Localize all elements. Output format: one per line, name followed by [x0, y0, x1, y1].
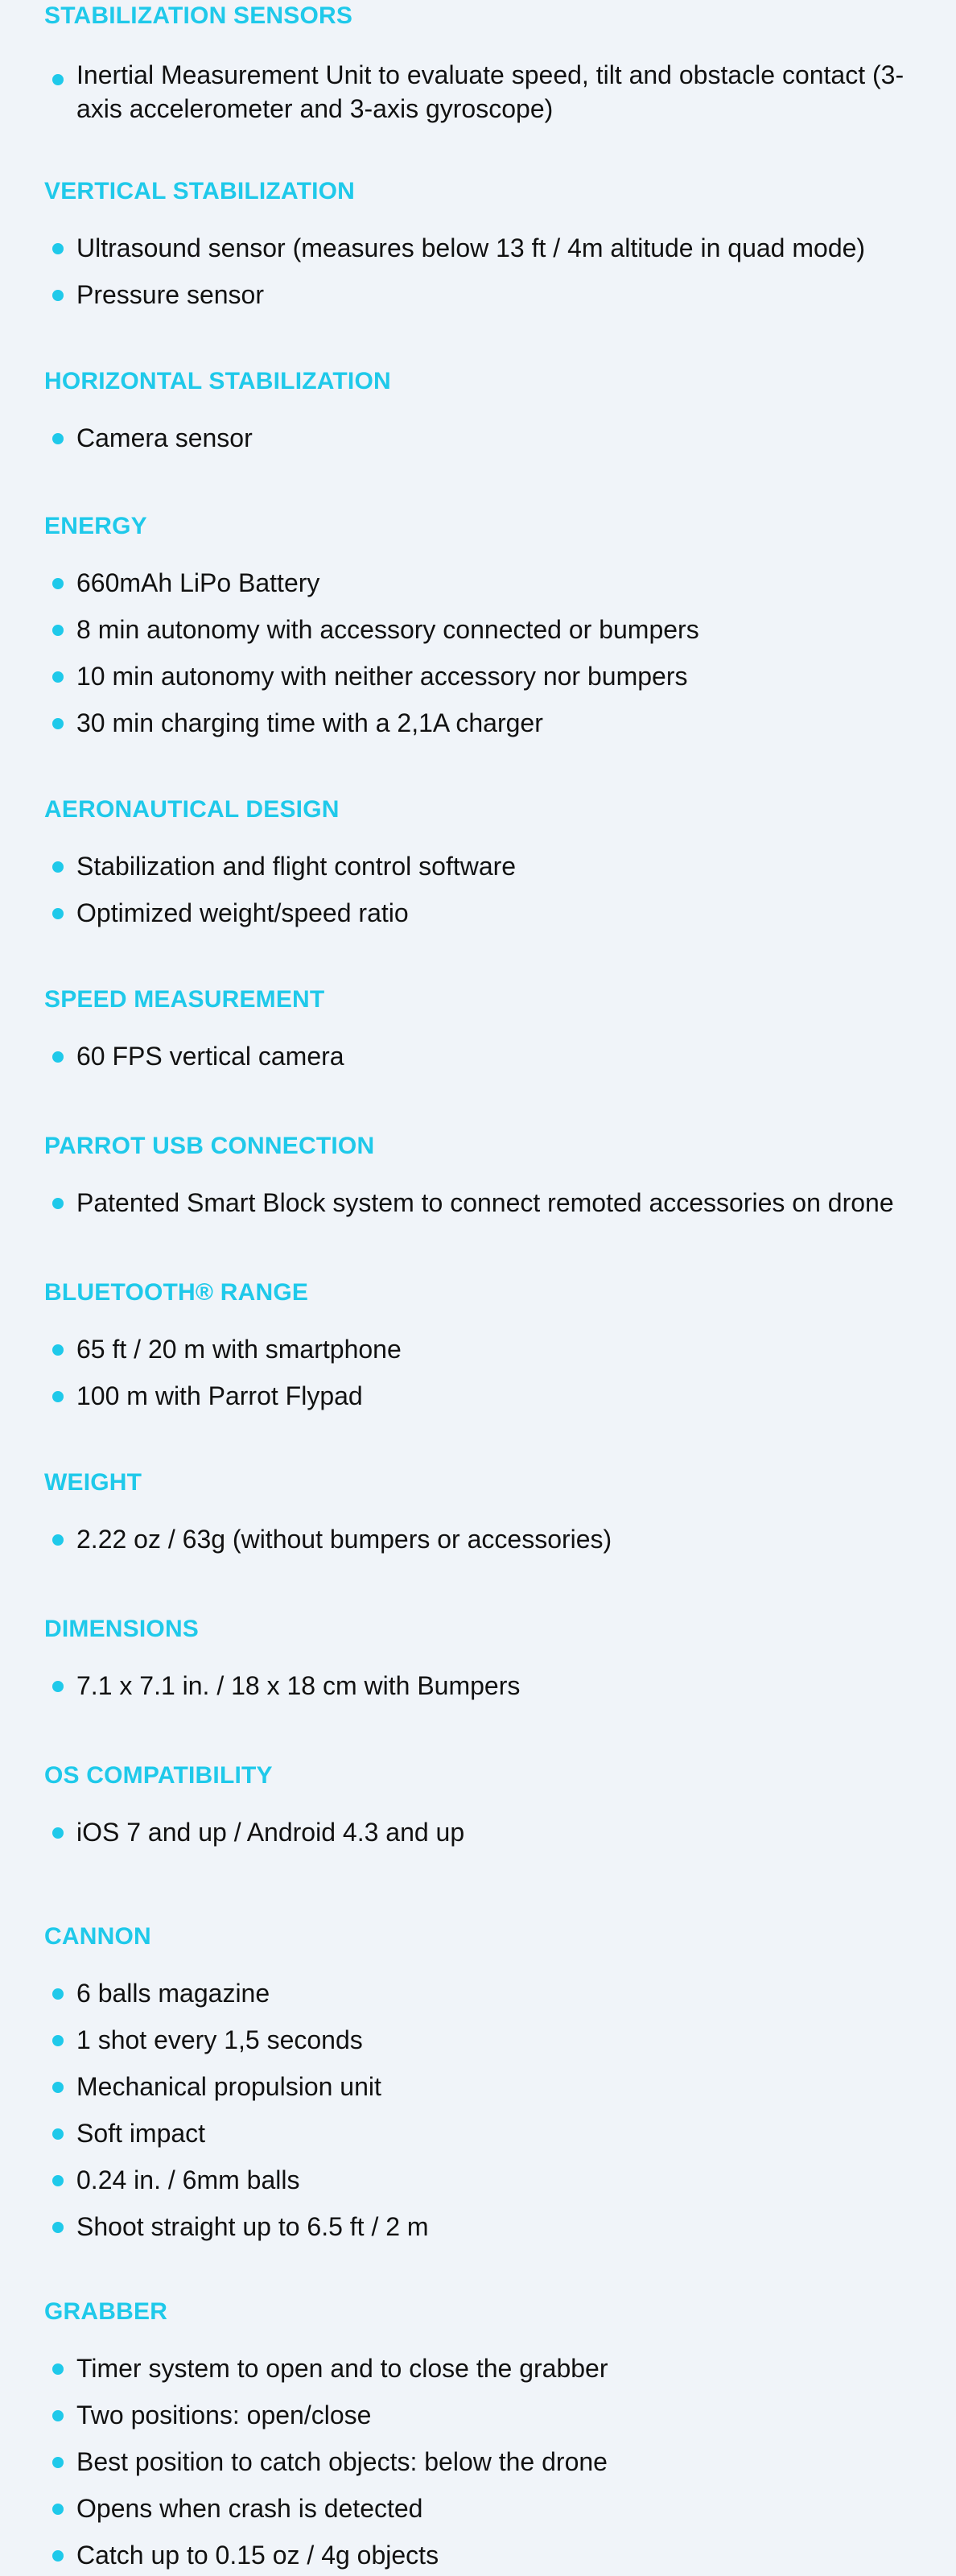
bullet-dot	[52, 2550, 64, 2562]
bullet-dot	[52, 1051, 64, 1063]
list-item-text: iOS 7 and up / Android 4.3 and up	[76, 1818, 465, 1847]
bullet-dot	[52, 1391, 64, 1402]
list-item	[44, 227, 937, 265]
list-item	[44, 562, 937, 600]
section-title: STABILIZATION SENSORS	[44, 2, 353, 29]
list-item	[44, 1182, 937, 1220]
bullet-dot	[52, 1534, 64, 1546]
bullet-dot	[52, 2222, 64, 2233]
bullet-dot	[52, 2363, 64, 2375]
list-item-text: 660mAh LiPo Battery	[76, 568, 320, 597]
bullet-dot	[52, 908, 64, 919]
list-item-text: 7.1 x 7.1 in. / 18 x 18 cm with Bumpers	[76, 1671, 521, 1700]
list-item	[44, 2394, 937, 2432]
list-item-text: 6 balls magazine	[76, 1979, 270, 2008]
list-item-text: Camera sensor	[76, 423, 253, 452]
list-item-text: Mechanical propulsion unit	[76, 2072, 381, 2101]
list-item-text: Shoot straight up to 6.5 ft / 2 m	[76, 2212, 429, 2241]
list-item-text: Two positions: open/close	[76, 2401, 372, 2429]
list-item	[44, 1811, 937, 1849]
list-item-text: Opens when crash is detected	[76, 2494, 423, 2523]
list-item	[44, 609, 937, 646]
bullet-dot	[52, 578, 64, 589]
list-item	[44, 2112, 937, 2150]
list-item	[44, 1665, 937, 1703]
bullet-dot	[52, 1344, 64, 1356]
bullet-dot	[52, 2457, 64, 2468]
list-item	[44, 655, 937, 693]
list-item-text: 30 min charging time with a 2,1A charger	[76, 708, 543, 737]
section-title: PARROT USB CONNECTION	[44, 1133, 375, 1159]
list-item	[44, 1518, 937, 1556]
list-item	[44, 274, 937, 312]
list-item-text: Pressure sensor	[76, 280, 264, 309]
bullet-dot	[52, 2504, 64, 2515]
bullet-dot	[52, 2128, 64, 2140]
list-item-text: Patented Smart Block system to connect remoted accessories on drone	[76, 1188, 894, 1217]
section-title: DIMENSIONS	[44, 1616, 200, 1642]
section-title: HORIZONTAL STABILIZATION	[44, 368, 391, 394]
list-item	[44, 2487, 937, 2525]
bullet-dot	[52, 861, 64, 873]
bullet-dot	[52, 2082, 64, 2093]
list-item-text: 8 min autonomy with accessory connected or bumpers	[76, 615, 699, 644]
list-item-text: Timer system to open and to close the grabber	[76, 2354, 608, 2383]
list-item	[44, 2019, 937, 2057]
bullet-dot	[52, 74, 64, 85]
bullet-dot	[52, 2175, 64, 2186]
list-item	[44, 845, 937, 883]
list-item-text: 100 m with Parrot Flypad	[76, 1381, 363, 1410]
list-item-text: Optimized weight/speed ratio	[76, 898, 409, 927]
list-item	[44, 892, 937, 930]
bullet-dot	[52, 625, 64, 636]
section-title: WEIGHT	[44, 1469, 142, 1496]
bullet-dot	[52, 1988, 64, 2000]
bullet-dot	[52, 2410, 64, 2421]
bullet-dot	[52, 718, 64, 729]
section-title: VERTICAL STABILIZATION	[44, 178, 356, 204]
list-item	[44, 58, 937, 126]
list-item-text: Inertial Measurement Unit to evaluate speed, tilt and obstacle contact (3-axis accelerometer and 3-axis gyroscope)	[76, 60, 904, 123]
list-item	[44, 2441, 937, 2479]
list-item-text: Catch up to 0.15 oz / 4g objects	[76, 2541, 439, 2570]
section-title: SPEED MEASUREMENT	[44, 986, 325, 1013]
list-item	[44, 2347, 937, 2385]
list-item	[44, 2066, 937, 2103]
list-item	[44, 1328, 937, 1366]
bullet-dot	[52, 243, 64, 254]
list-item-text: 0.24 in. / 6mm balls	[76, 2165, 300, 2194]
list-item	[44, 1035, 937, 1073]
list-item	[44, 2206, 937, 2244]
list-item	[44, 2534, 937, 2572]
bullet-dot	[52, 1827, 64, 1839]
bullet-dot	[52, 290, 64, 301]
list-item	[44, 1972, 937, 2010]
bullet-dot	[52, 1681, 64, 1692]
list-item-text: Stabilization and flight control software	[76, 852, 517, 881]
list-item-text: Best position to catch objects: below the drone	[76, 2447, 608, 2476]
list-item-text: 2.22 oz / 63g (without bumpers or accessories)	[76, 1525, 612, 1554]
section-title: OS COMPATIBILITY	[44, 1762, 273, 1789]
list-item-text: 60 FPS vertical camera	[76, 1042, 344, 1071]
list-item	[44, 2159, 937, 2197]
list-item-text: 10 min autonomy with neither accessory nor bumpers	[76, 662, 688, 691]
list-item-text: Soft impact	[76, 2119, 206, 2148]
list-item-text: 65 ft / 20 m with smartphone	[76, 1335, 402, 1364]
section-title: GRABBER	[44, 2298, 168, 2325]
section-title: AERONAUTICAL DESIGN	[44, 796, 340, 823]
bullet-dot	[52, 2035, 64, 2046]
list-item	[44, 1375, 937, 1413]
bullet-dot	[52, 433, 64, 444]
bullet-dot	[52, 1198, 64, 1209]
section-title: BLUETOOTH® RANGE	[44, 1279, 309, 1306]
list-item	[44, 702, 937, 740]
bullet-dot	[52, 671, 64, 683]
section-title: ENERGY	[44, 513, 147, 539]
list-item-text: 1 shot every 1,5 seconds	[76, 2025, 363, 2054]
list-item	[44, 417, 937, 455]
list-item-text: Ultrasound sensor (measures below 13 ft / 4m altitude in quad mode)	[76, 233, 866, 262]
section-title: CANNON	[44, 1923, 151, 1950]
